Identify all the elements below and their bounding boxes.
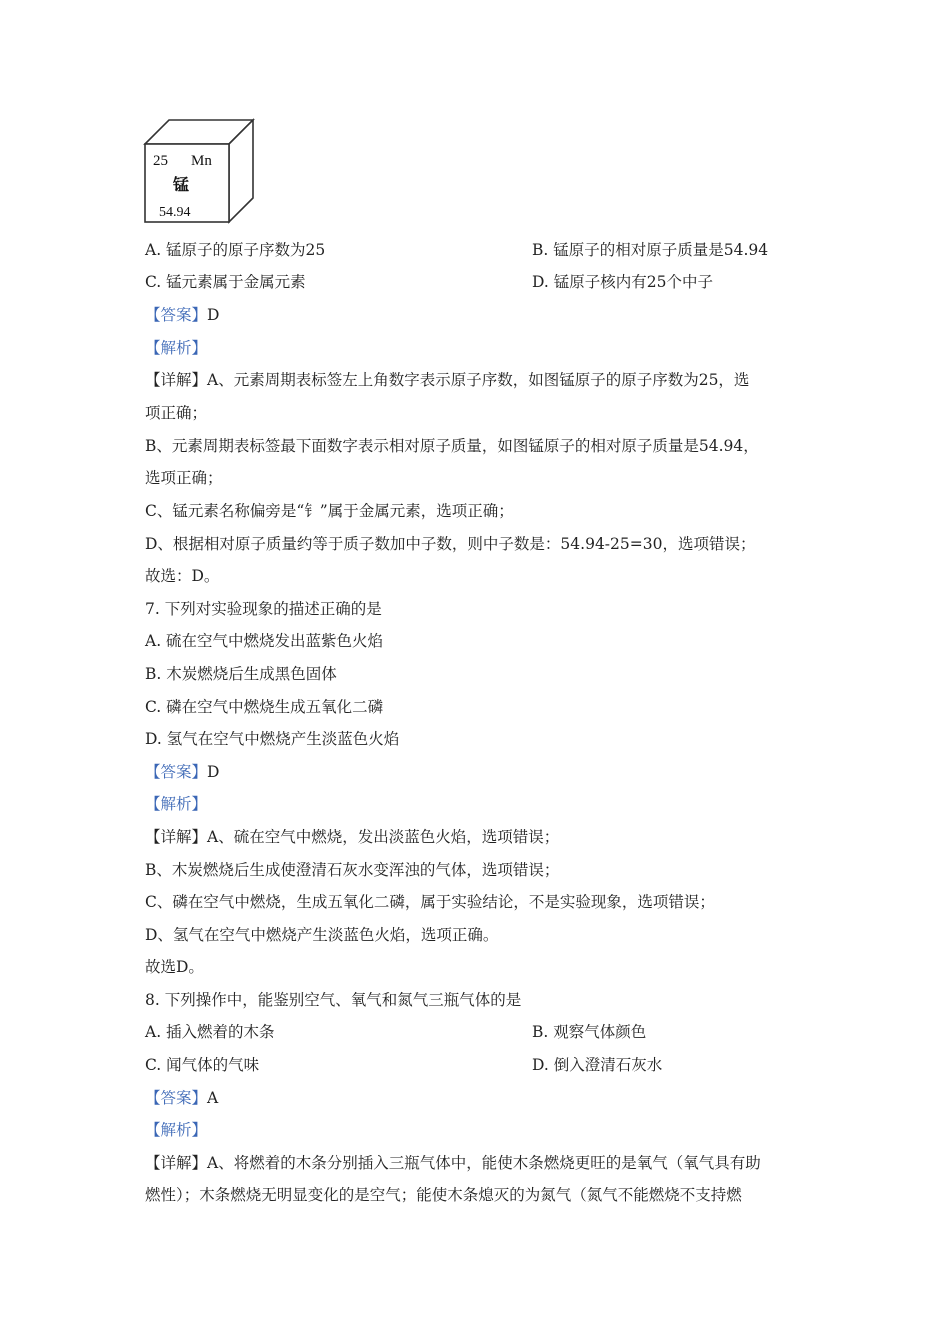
q7-option-c: C. 磷在空气中燃烧生成五氧化二磷 bbox=[145, 698, 384, 716]
atomic-mass: 54.94 bbox=[159, 205, 191, 220]
detail-tag: 【详解】 bbox=[145, 1154, 208, 1172]
answer-value: D bbox=[207, 306, 220, 324]
answer-tag: 【答案】 bbox=[145, 763, 208, 781]
q6-detail-line-4: 选项正确； bbox=[145, 469, 223, 487]
q7-option-d: D. 氢气在空气中燃烧产生淡蓝色火焰 bbox=[145, 730, 400, 748]
q6-analysis-tag: 【解析】 bbox=[145, 339, 208, 357]
q6-detail-line-7: 故选：D。 bbox=[145, 567, 220, 585]
element-cube-figure bbox=[143, 118, 255, 226]
q6-detail-line-1 bbox=[145, 370, 749, 390]
q6-detail-line-6: D、根据相对原子质量约等于质子数加中子数，则中子数是：54.94-25=30，选项错误； bbox=[145, 535, 756, 553]
answer-value: A bbox=[207, 1089, 219, 1107]
q6-detail-line-5: C、锰元素名称偏旁是“钅”属于金属元素，选项正确； bbox=[145, 502, 514, 520]
q6-option-c: C. 锰元素属于金属元素 bbox=[145, 273, 306, 291]
q7-detail-line-5: 故选D。 bbox=[145, 958, 204, 976]
q8-detail-line-2: 燃性）；木条燃烧无明显变化的是空气；能使木条熄灭的为氮气（氮气不能燃烧不支持燃 bbox=[145, 1186, 742, 1204]
q7-option-a: A. 硫在空气中燃烧发出蓝紫色火焰 bbox=[145, 632, 384, 650]
q6-option-b: B. 锰原子的相对原子质量是54.94 bbox=[532, 241, 769, 259]
atomic-number: 25 bbox=[153, 153, 168, 169]
manganese-element-card bbox=[143, 118, 255, 226]
detail-text: A、元素周期表标签左上角数字表示原子序数，如图锰原子的原子序数为25，选 bbox=[207, 371, 750, 389]
q6-answer bbox=[145, 305, 219, 325]
q8-option-a: A. 插入燃着的木条 bbox=[145, 1023, 275, 1041]
answer-tag: 【答案】 bbox=[145, 306, 208, 324]
q8-option-c: C. 闻气体的气味 bbox=[145, 1056, 260, 1074]
detail-text: A、硫在空气中燃烧，发出淡蓝色火焰，选项错误； bbox=[207, 828, 560, 846]
answer-tag: 【答案】 bbox=[145, 1089, 208, 1107]
q7-option-b: B. 木炭燃烧后生成黑色固体 bbox=[145, 665, 337, 683]
q7-detail-line-4: D、氢气在空气中燃烧产生淡蓝色火焰，选项正确。 bbox=[145, 926, 499, 944]
q8-question: 8. 下列操作中，能鉴别空气、氧气和氮气三瓶气体的是 bbox=[145, 991, 522, 1009]
element-symbol: Mn bbox=[191, 153, 212, 169]
q7-detail-line-3: C、磷在空气中燃烧，生成五氧化二磷，属于实验结论，不是实验现象，选项错误； bbox=[145, 893, 715, 911]
q6-detail-line-3: B、元素周期表标签最下面数字表示相对原子质量，如图锰原子的相对原子质量是54.94， bbox=[145, 437, 759, 455]
q6-option-d: D. 锰原子核内有25个中子 bbox=[532, 273, 713, 291]
q8-answer bbox=[145, 1088, 218, 1108]
answer-value: D bbox=[207, 763, 220, 781]
q8-detail-line-1 bbox=[145, 1153, 761, 1173]
q7-detail-line-1 bbox=[145, 827, 559, 847]
q6-detail-line-2: 项正确； bbox=[145, 404, 208, 422]
q7-answer bbox=[145, 762, 219, 782]
q8-option-b: B. 观察气体颜色 bbox=[532, 1023, 647, 1041]
detail-tag: 【详解】 bbox=[145, 371, 208, 389]
q8-option-d: D. 倒入澄清石灰水 bbox=[532, 1056, 663, 1074]
element-name: 锰 bbox=[173, 177, 190, 194]
q7-question: 7. 下列对实验现象的描述正确的是 bbox=[145, 600, 382, 618]
detail-text: A、将燃着的木条分别插入三瓶气体中，能使木条燃烧更旺的是氧气（氧气具有助 bbox=[207, 1154, 761, 1172]
q7-detail-line-2: B、木炭燃烧后生成使澄清石灰水变浑浊的气体，选项错误； bbox=[145, 861, 560, 879]
q6-option-a: A. 锰原子的原子序数为25 bbox=[145, 241, 326, 259]
q8-analysis-tag: 【解析】 bbox=[145, 1121, 208, 1139]
detail-tag: 【详解】 bbox=[145, 828, 208, 846]
q7-analysis-tag: 【解析】 bbox=[145, 795, 208, 813]
